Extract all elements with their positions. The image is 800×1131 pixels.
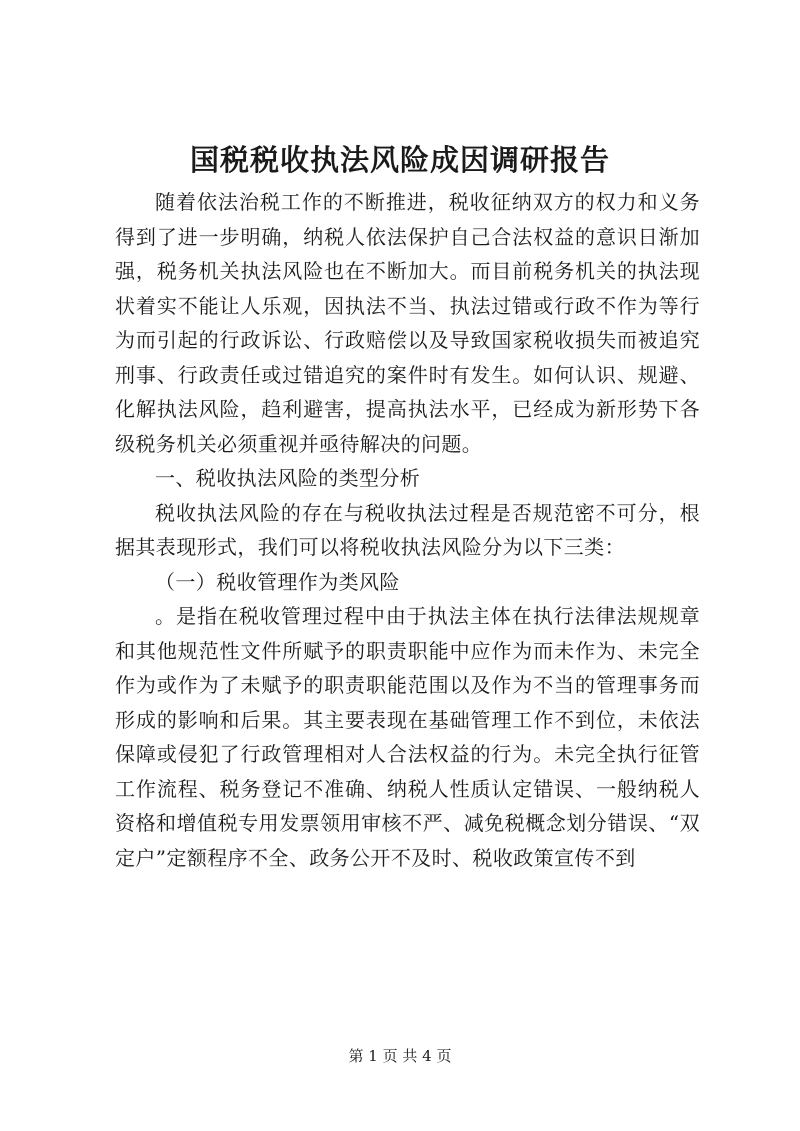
paragraph-intro: 随着依法治税工作的不断推进，税收征纳双方的权力和义务得到了进一步明确，纳税人依法保护自己合法权益的意识日渐加强，税务机关执法风险也在不断加大。而目前税务机关的执法现状着实不能让人乐观，因执法不当、执法过错或行政不作为等行为而引起的行政诉讼、行政赔偿以及导致国家税收损失而被追究刑事、行政责任或过错追究的案件时有发生。如何认识、规避、化解执法风险，趋利避害，提高执法水平，已经成为新形势下各级税务机关必须重视并亟待解决的问题。: [115, 190, 700, 456]
paragraph-management-risk: 。是指在税收管理过程中由于执法主体在执行法律法规规章和其他规范性文件所赋予的职责职能中应作为而未作为、未完全作为或作为了未赋予的职责职能范围以及作为不当的管理事务而形成的影响和后果。其主要表现在基础管理工作不到位，未依法保障或侵犯了行政管理相对人合法权益的行为。未完全执行征管工作流程、税务登记不准确、纳税人性质认定错误、一般纳税人资格和增值税专用发票领用审核不严、减免税概念划分错误、“双定户”定额程序不全、政务公开不及时、税收政策宣传不到: [115, 604, 700, 870]
section-heading-1: 一、税收执法风险的类型分析: [155, 466, 421, 490]
paragraph-classification: 税收执法风险的存在与税收执法过程是否规范密不可分，根据其表现形式，我们可以将税收执法风险分为以下三类：: [115, 500, 700, 559]
page-number-footer: 第 1 页 共 4 页: [348, 1047, 452, 1065]
document-title: 国税税收执法风险成因调研报告: [189, 143, 610, 177]
document-body: [115, 185, 700, 875]
subsection-heading-1: （一）税收管理作为类风险: [155, 569, 400, 594]
